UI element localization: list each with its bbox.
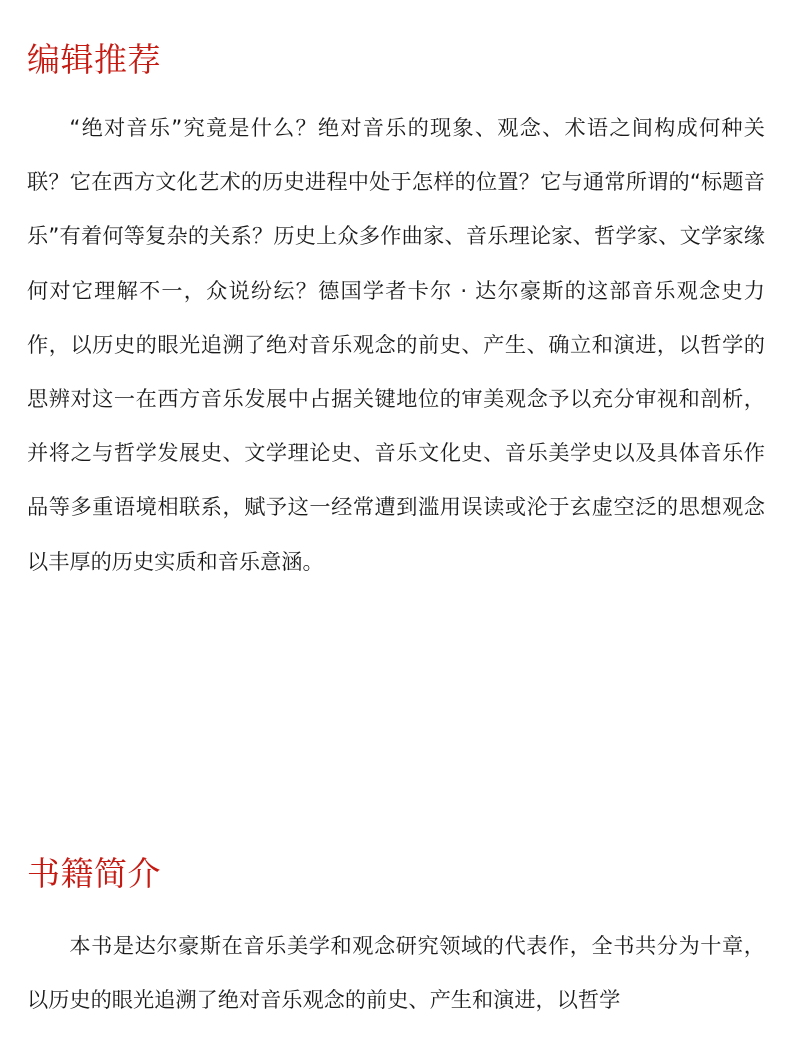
book-introduction-section (27, 852, 765, 1027)
section-heading-editor-recommendation: 编辑推荐 (27, 40, 161, 79)
editor-recommendation-paragraph: “绝对音乐”究竟是什么？绝对音乐的现象、观念、术语之间构成何种关联？它在西方文化艺术的历史进程中处于怎样的位置？它与通常所谓的“标题音乐”有着何等复杂的关系？历史上众多作曲家、音乐理论家、哲学家、文学家缘何对它理解不一，众说纷纭？德国学者卡尔 · 达尔豪斯的这部音乐观念史力作，以历史的眼光追溯了绝对音乐观念的前史、产生、确立和演进，以哲学的思辨对这一在西方音乐发展中占据关键地位的审美观念予以充分审视和剖析，并将之与哲学发展史、文学理论史、音乐文化史、音乐美学史以及具体音乐作品等多重语境相联系，赋予这一经常遭到滥用误读或沦于玄虚空泛的思想观念以丰厚的历史实质和音乐意涵。 (27, 115, 765, 574)
section-heading-book-introduction: 书籍简介 (27, 854, 161, 893)
book-introduction-paragraph: 本书是达尔豪斯在音乐美学和观念研究领域的代表作，全书共分为十章，以历史的眼光追溯了绝对音乐观念的前史、产生和演进，以哲学 (27, 933, 765, 1013)
editor-recommendation-section (27, 38, 765, 589)
